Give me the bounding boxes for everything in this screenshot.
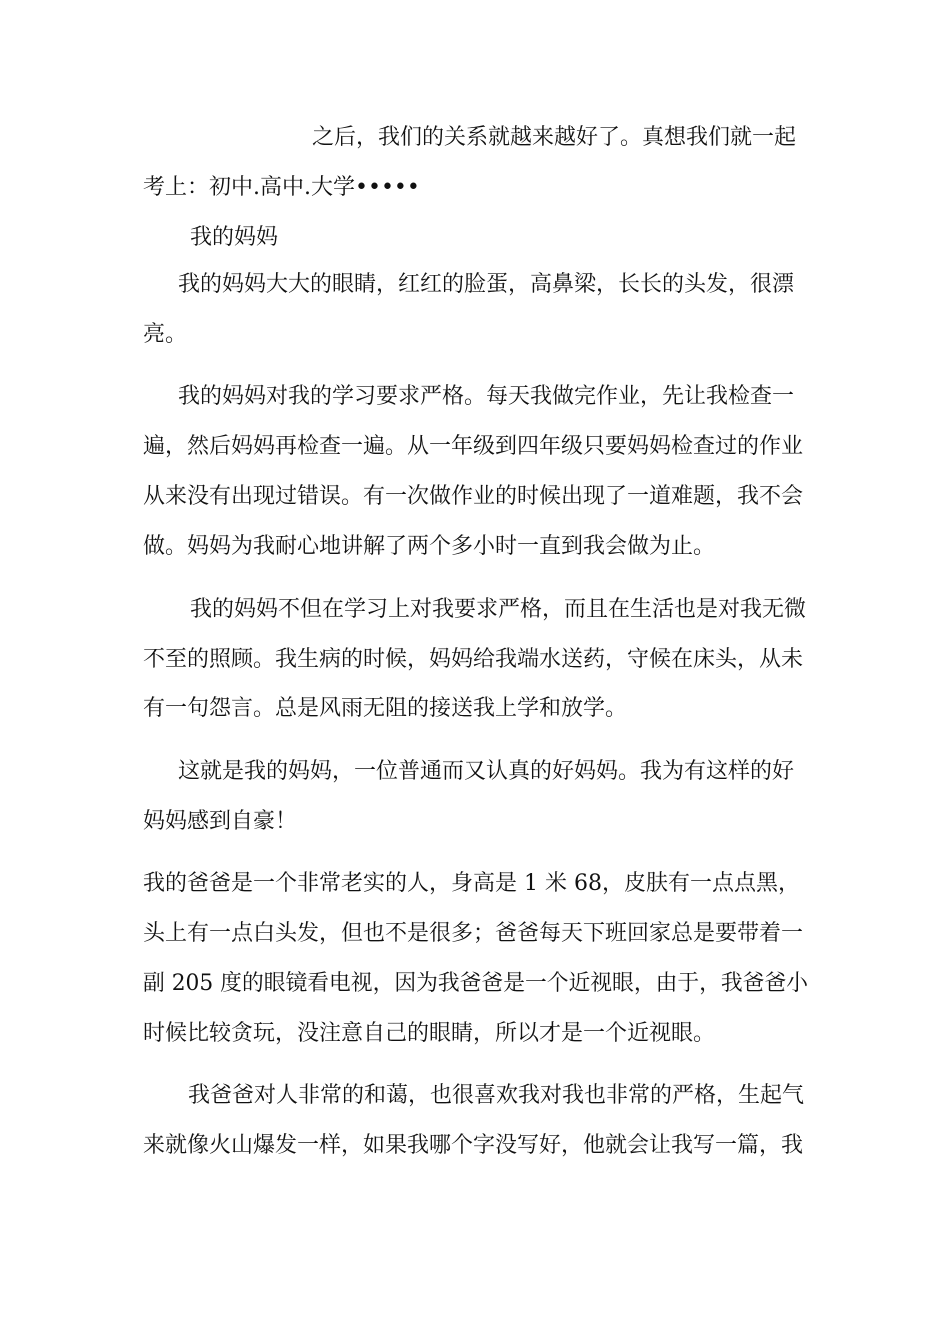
text-line: 我的妈妈不但在学习上对我要求严格，而且在生活也是对我无微 (190, 597, 807, 622)
text-line: 亮。 (143, 322, 188, 347)
text-line: 来就像火山爆发一样，如果我哪个字没写好，他就会让我写一篇，我 (143, 1133, 804, 1158)
text-line: 头上有一点白头发，但也不是很多；爸爸每天下班回家总是要带着一 (143, 921, 804, 946)
text-line: 我爸爸对人非常的和蔼，也很喜欢我对我也非常的严格，生起气 (188, 1083, 805, 1108)
text-line: 考上：初中.高中.大学••••• (143, 175, 420, 200)
text-line: 我的爸爸是一个非常老实的人，身高是 1 米 68，皮肤有一点点黑， (143, 871, 800, 896)
section-heading: 我的妈妈 (190, 225, 279, 250)
text-line: 我的妈妈大大的眼睛，红红的脸蛋，高鼻梁，长长的头发，很漂 (178, 272, 795, 297)
text-line: 这就是我的妈妈，一位普通而又认真的好妈妈。我为有这样的好 (178, 759, 795, 784)
text-line: 不至的照顾。我生病的时候，妈妈给我端水送药，守候在床头，从未 (143, 647, 804, 672)
text-line: 有一句怨言。总是风雨无阻的接送我上学和放学。 (143, 696, 628, 721)
text-line: 我的妈妈对我的学习要求严格。每天我做完作业，先让我检查一 (178, 384, 795, 409)
text-line: 遍，然后妈妈再检查一遍。从一年级到四年级只要妈妈检查过的作业 (143, 434, 804, 459)
text-line: 做。妈妈为我耐心地讲解了两个多小时一直到我会做为止。 (143, 534, 716, 559)
text-line: 从来没有出现过错误。有一次做作业的时候出现了一道难题，我不会 (143, 484, 804, 509)
text-line: 副 205 度的眼镜看电视，因为我爸爸是一个近视眼，由于，我爸爸小 (143, 971, 808, 996)
text-line: 时候比较贪玩，没注意自己的眼睛，所以才是一个近视眼。 (143, 1021, 716, 1046)
text-line: 妈妈感到自豪！ (143, 809, 298, 834)
text-line: 之后，我们的关系就越来越好了。真想我们就一起 (312, 125, 797, 150)
